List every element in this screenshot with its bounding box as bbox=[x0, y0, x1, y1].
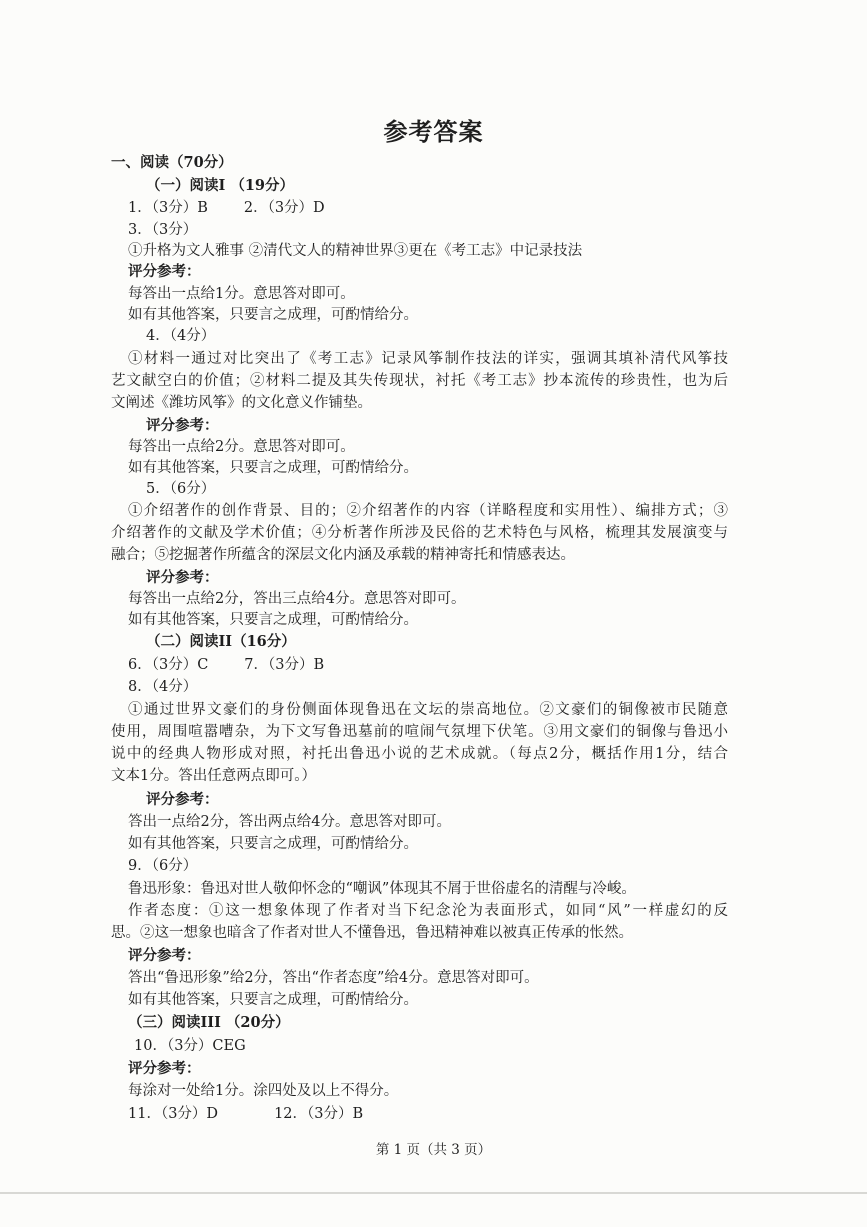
answer-text: 鲁迅形象：鲁迅对世人敬仰怀念的“嘲讽”体现其不屑于世俗虚名的清醒与冷峻。 bbox=[128, 881, 636, 897]
answer-text: 使用，周围喧嚣嘈杂，为下文写鲁迅墓前的喧闹气氛埋下伏笔。③用文豪们的铜像与鲁迅小 bbox=[111, 724, 728, 740]
subsection-heading-reading-3: （三）阅读III （20分） bbox=[128, 1014, 290, 1031]
bottom-divider bbox=[0, 1192, 867, 1194]
scoring-text: 如有其他答案，只要言之成理，可酌情给分。 bbox=[128, 992, 418, 1008]
answer-q1: 1．（3分）B bbox=[128, 200, 208, 216]
answer-q11: 11．（3分）D bbox=[128, 1106, 219, 1122]
answer-text: 艺文献空白的价值；②材料二提及其失传现状，衬托《考工志》抄本流传的珍贵性，也为后 bbox=[111, 373, 728, 389]
scoring-heading: 评分参考： bbox=[146, 417, 219, 434]
answer-q7: 7．（3分）B bbox=[244, 657, 325, 673]
question-heading: 4．（4分） bbox=[146, 328, 216, 344]
scoring-text: 如有其他答案，只要言之成理，可酌情给分。 bbox=[128, 460, 418, 476]
answer-text: ①升格为文人雅事 ②清代文人的精神世界③更在《考工志》中记录技法 bbox=[128, 243, 583, 259]
answer-line bbox=[128, 198, 325, 218]
subsection-heading-reading-1: （一）阅读I （19分） bbox=[146, 177, 295, 194]
section-heading-reading: 一、阅读（70分） bbox=[111, 154, 233, 171]
answer-text: ①通过世界文豪们的身份侧面体现鲁迅在文坛的崇高地位。②文豪们的铜像被市民随意 bbox=[128, 702, 728, 718]
question-heading: 9．（6分） bbox=[128, 858, 198, 874]
answer-text: 融合；⑤挖掘著作所蕴含的深层文化内涵及承载的精神寄托和情感表达。 bbox=[111, 547, 575, 563]
page-title: 参考答案 bbox=[383, 117, 484, 146]
scoring-text: 如有其他答案，只要言之成理，可酌情给分。 bbox=[128, 836, 418, 852]
scoring-text: 每答出一点给1分。意思答对即可。 bbox=[128, 286, 355, 302]
question-heading: 5．（6分） bbox=[146, 481, 216, 497]
answer-q6: 6．（3分）C bbox=[128, 657, 209, 673]
subsection-heading-reading-2: （二）阅读II（16分） bbox=[146, 633, 296, 650]
answer-text: 介绍著作的文献及学术价值；④分析著作所涉及民俗的艺术特色与风格，梳理其发展演变与 bbox=[111, 525, 728, 541]
answer-line: 10．（3分）CEG bbox=[134, 1038, 246, 1054]
answer-line bbox=[128, 1104, 363, 1124]
scoring-text: 每答出一点给2分，答出三点给4分。意思答对即可。 bbox=[128, 591, 466, 607]
scoring-text: 如有其他答案，只要言之成理，可酌情给分。 bbox=[128, 612, 418, 628]
answer-line bbox=[128, 655, 324, 675]
scoring-heading: 评分参考： bbox=[146, 569, 219, 586]
question-heading: 3．（3分） bbox=[128, 222, 198, 238]
scoring-text: 每涂对一处给1分。涂四处及以上不得分。 bbox=[128, 1083, 399, 1099]
answer-text: 说中的经典人物形成对照，衬托出鲁迅小说的艺术成就。（每点2分，概括作用1分，结合 bbox=[111, 746, 728, 762]
answer-text: ①材料一通过对比突出了《考工志》记录风筝制作技法的详实，强调其填补清代风筝技 bbox=[128, 351, 728, 367]
question-heading: 8．（4分） bbox=[128, 679, 198, 695]
scoring-text: 每答出一点给2分。意思答对即可。 bbox=[128, 439, 355, 455]
answer-text: 思。②这一想象也暗含了作者对世人不懂鲁迅，鲁迅精神难以被真正传承的怅然。 bbox=[111, 925, 633, 941]
answer-q2: 2．（3分）D bbox=[243, 200, 325, 216]
scoring-text: 答出一点给2分，答出两点给4分。意思答对即可。 bbox=[128, 814, 451, 830]
scoring-heading: 评分参考： bbox=[146, 791, 219, 808]
scoring-text: 如有其他答案，只要言之成理，可酌情给分。 bbox=[128, 307, 418, 323]
answer-text: 文阐述《潍坊风筝》的文化意义作铺垫。 bbox=[111, 395, 372, 411]
answer-text: ①介绍著作的创作背景、目的；②介绍著作的内容（详略程度和实用性）、编排方式；③ bbox=[128, 503, 728, 519]
answer-q12: 12．（3分）B bbox=[274, 1106, 364, 1122]
answer-text: 文本1分。答出任意两点即可。） bbox=[111, 768, 316, 784]
scoring-heading: 评分参考： bbox=[128, 947, 201, 964]
scoring-heading: 评分参考： bbox=[128, 1060, 201, 1077]
answer-text: 作者态度：①这一想象体现了作者对当下纪念沦为表面形式，如同“风”一样虚幻的反 bbox=[128, 903, 728, 919]
page-footer: 第 1 页（共 3 页） bbox=[375, 1142, 492, 1158]
scoring-heading: 评分参考： bbox=[128, 263, 201, 280]
scoring-text: 答出“鲁迅形象”给2分，答出“作者态度”给4分。意思答对即可。 bbox=[128, 970, 539, 986]
